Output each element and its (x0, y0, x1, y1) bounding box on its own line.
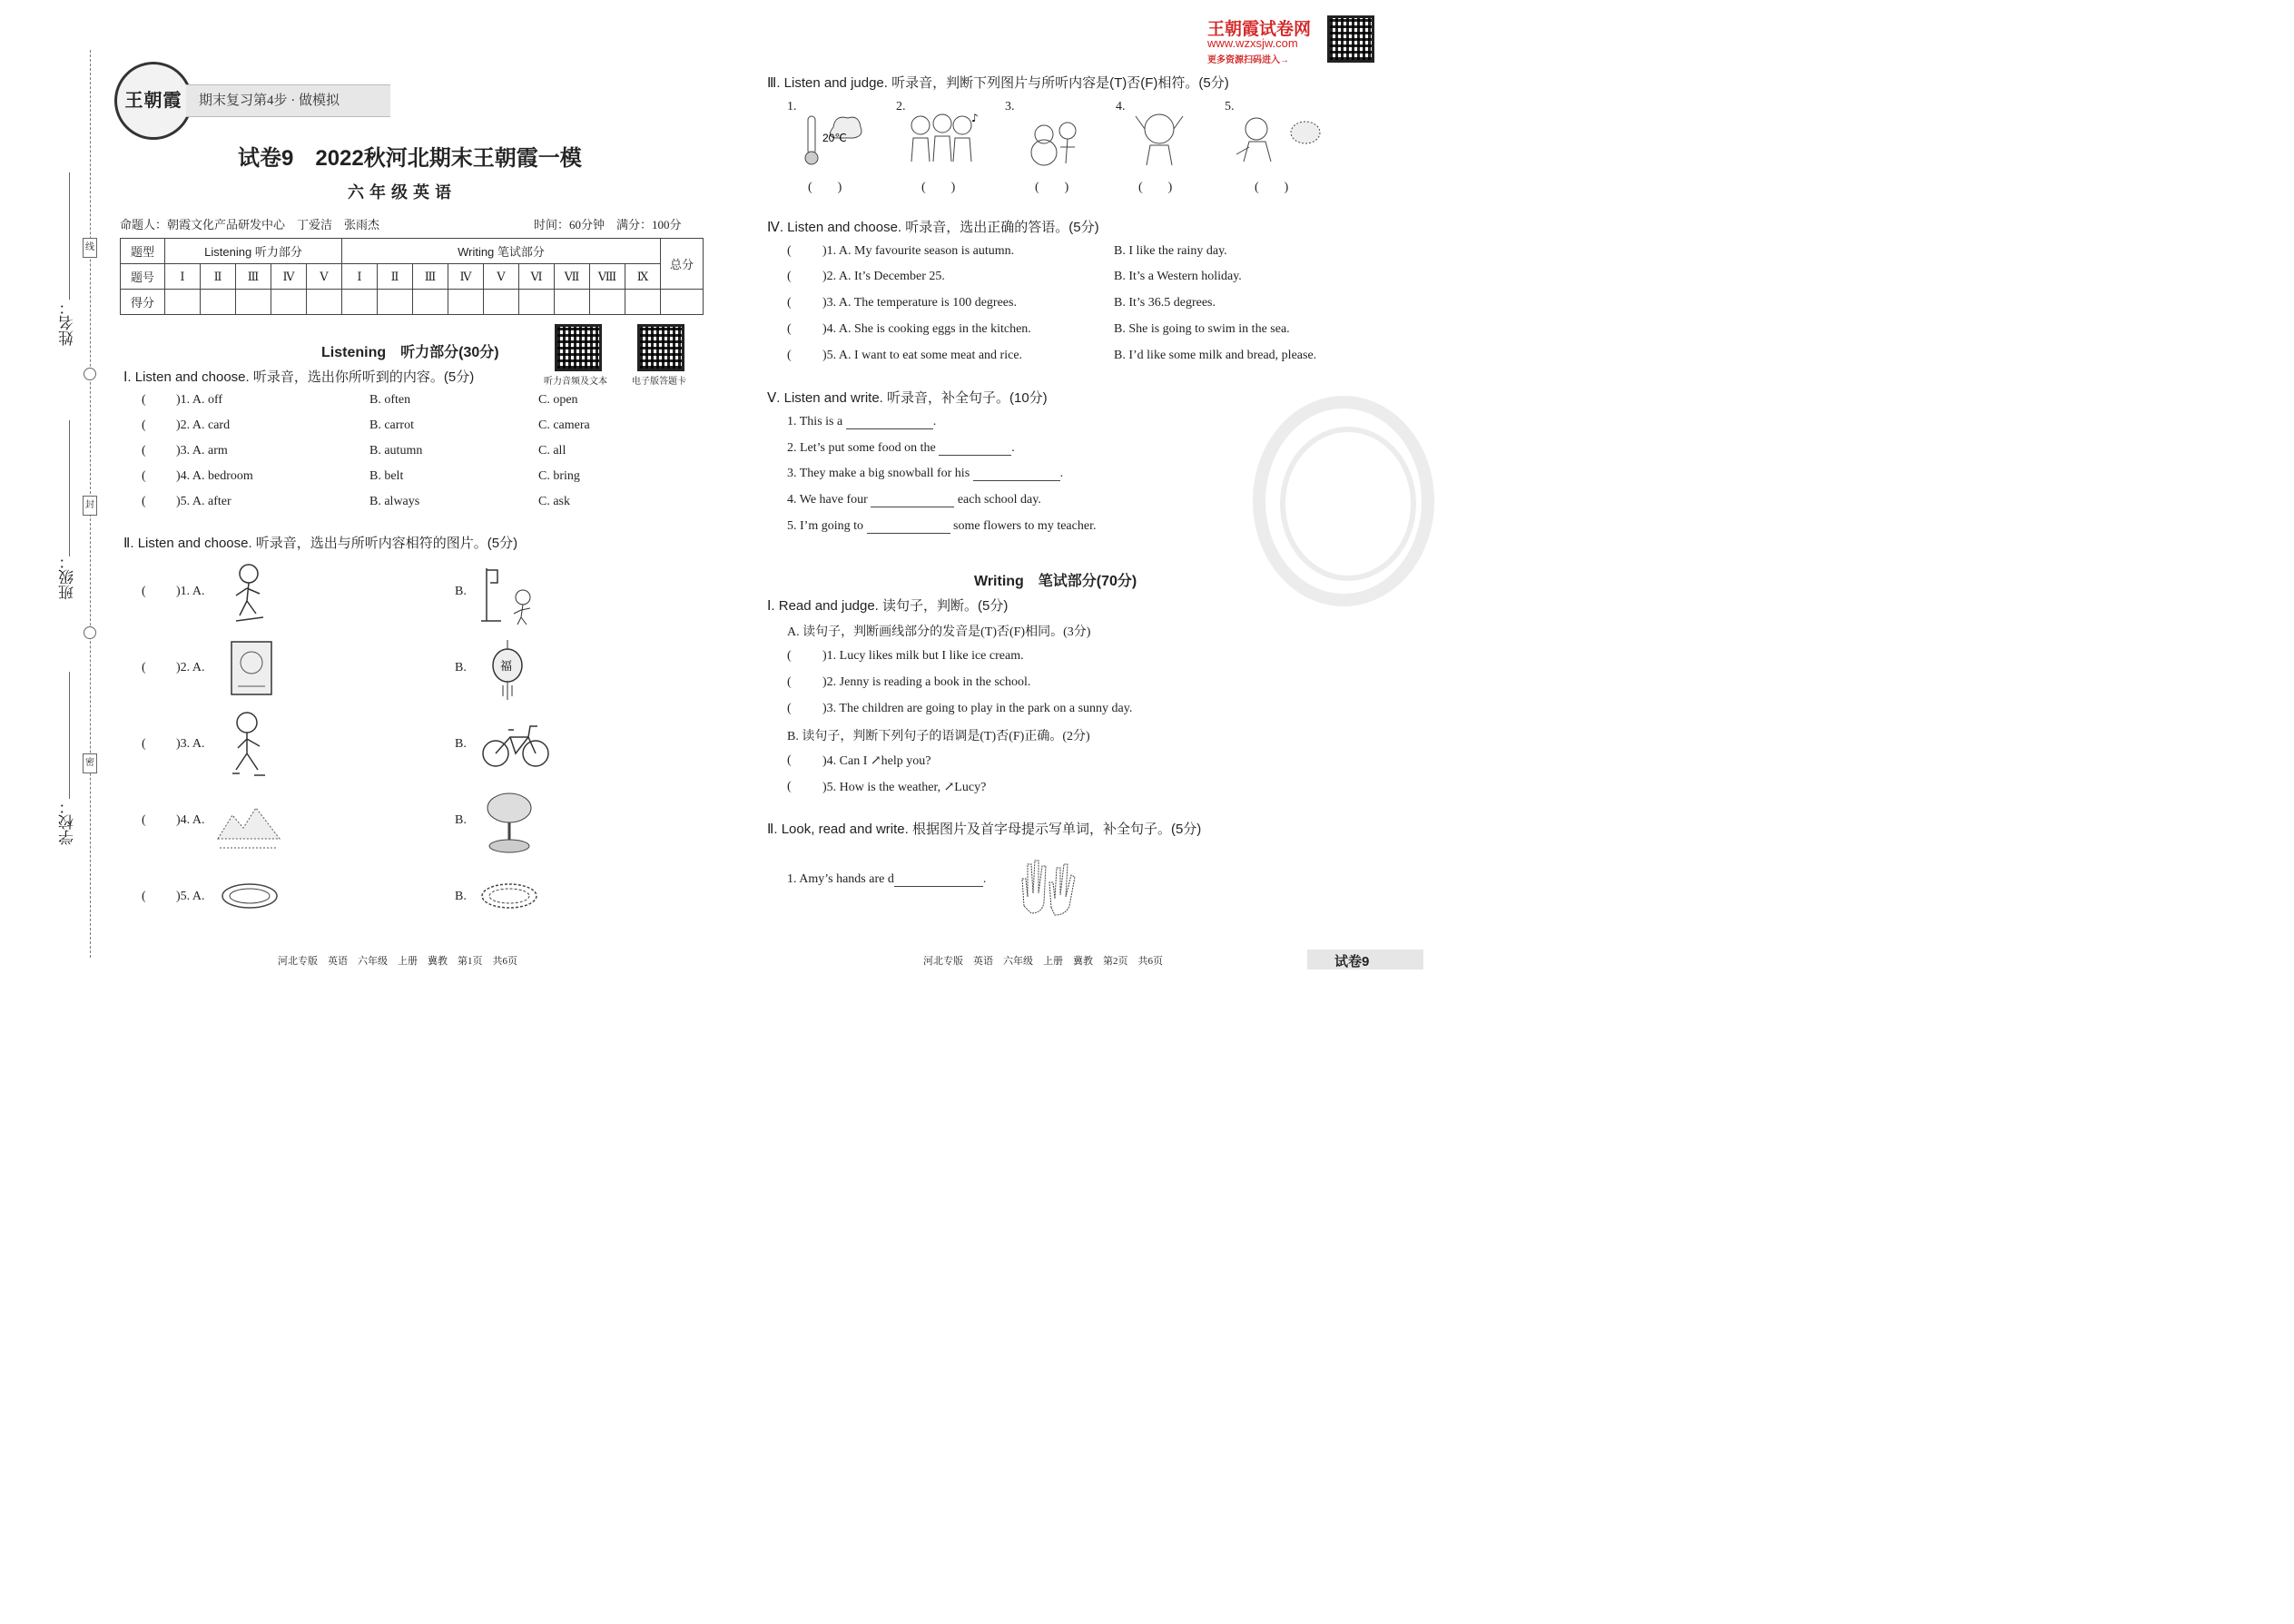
exam-subtitle: 六年级英语 (348, 183, 457, 202)
sick-child-image (1130, 103, 1188, 169)
option-a: )3. A. (176, 737, 205, 751)
score-table: 题型 Listening 听力部分 Writing 笔试部分 总分 题号 Ⅰ Ⅱ Ⅲ Ⅳ Ⅴ Ⅰ Ⅱ Ⅲ Ⅳ Ⅴ Ⅵ Ⅶ Ⅷ Ⅸ 得分 (120, 238, 704, 315)
option-a: )1. A. (176, 585, 205, 598)
option-a: )5. A. after (176, 495, 231, 508)
seal-mark-secret: 密 (83, 753, 97, 773)
answer-paren[interactable]: ( ) (1138, 181, 1173, 194)
option-a: )5. A. (176, 890, 205, 903)
brand-more: 更多资源扫码进入→ (1207, 55, 1289, 65)
picture-number: 3. (1005, 100, 1015, 113)
option-b: B. (455, 890, 467, 903)
w1-sub-a: A. 读句子，判断画线部分的发音是(T)否(F)相同。(3分) (787, 625, 1091, 639)
exam-title: 试卷9 2022秋河北期末王朝霞一模 (238, 146, 582, 171)
fill-sentence: 5. I’m going to some flowers to my teacher. (787, 519, 1097, 533)
lantern-image (488, 640, 527, 702)
plate-image (479, 881, 539, 911)
svg-text:20℃: 20℃ (822, 132, 847, 144)
answer-blank[interactable] (871, 494, 954, 507)
logo: 王朝霞 (114, 62, 192, 140)
answer-blank[interactable] (894, 873, 983, 887)
option-a: )1. A. off (176, 393, 223, 407)
cold-person-image (1227, 109, 1324, 165)
seal-mark-line: 线 (83, 238, 97, 258)
christmas-card-image (229, 639, 274, 697)
option-b: B. I’d like some milk and bread, please. (1114, 349, 1317, 362)
plate-image (220, 881, 280, 911)
option-c: C. open (538, 393, 578, 407)
option-b: B. often (369, 393, 411, 407)
part2-heading: Ⅱ. Listen and choose. 听录音，选出与所听内容相符的图片。(5分) (123, 536, 518, 551)
answer-paren[interactable]: ( ) (808, 181, 842, 194)
school-label: 学校： (59, 799, 76, 845)
option-c: C. bring (538, 469, 580, 483)
girl-running-image (227, 561, 277, 626)
option-a: )3. A. The temperature is 100 degrees. (822, 296, 1017, 310)
option-a: )2. A. card (176, 418, 231, 432)
time-score: 时间：60分钟 满分：100分 (534, 218, 682, 231)
snowman-kids-image (1024, 107, 1084, 167)
binding-hole-icon (84, 368, 96, 380)
list-item: ( (142, 495, 146, 508)
watermark-seal (1280, 427, 1416, 581)
option-a: )4. A. (176, 813, 205, 827)
qr-code-icon[interactable] (637, 324, 684, 371)
option-a: )2. A. (176, 661, 205, 674)
answer-blank[interactable] (939, 442, 1011, 456)
school-line (69, 672, 70, 799)
svg-text:♪: ♪ (971, 112, 979, 124)
authors: 命题人：朝霞文化产品研发中心 丁爱洁 张雨杰 (120, 218, 380, 231)
answer-blank[interactable] (867, 520, 950, 534)
answer-blank[interactable] (846, 416, 933, 429)
basketball-hoop-image (478, 565, 546, 626)
picture-number: 4. (1116, 100, 1126, 113)
name-line (69, 172, 70, 300)
option-b: B. It’s 36.5 degrees. (1114, 296, 1216, 310)
option-c: C. ask (538, 495, 570, 508)
listening-heading: Listening 听力部分(30分) (321, 345, 499, 360)
picture-number: 1. (787, 100, 797, 113)
part3-heading: Ⅲ. Listen and judge. 听录音，判断下列图片与所听内容是(T)否(F)相符。(5分) (767, 75, 1229, 91)
writing-heading: Writing 笔试部分(70分) (974, 574, 1137, 589)
fill-sentence: 3. They make a big snowball for his . (787, 467, 1064, 480)
boy-walking-image (225, 710, 275, 782)
option-b: B. autumn (369, 444, 423, 458)
list-item: ( (142, 444, 146, 458)
option-a: )4. A. bedroom (176, 469, 253, 483)
option-b: B. (455, 661, 467, 674)
option-a: )1. A. My favourite season is autumn. (822, 244, 1015, 258)
option-b: B. (455, 585, 467, 598)
footer-left: 河北专版 英语 六年级 上册 冀教 第1页 共6页 (278, 956, 517, 967)
option-b: B. (455, 737, 467, 751)
children-singing-image (906, 109, 982, 163)
judge-item: )3. The children are going to play in the park on a sunny day. (822, 702, 1133, 715)
option-b: B. carrot (369, 418, 414, 432)
landscape-image (216, 799, 281, 853)
thermometer-cloud-image (797, 107, 864, 167)
option-a: )4. A. She is cooking eggs in the kitchen. (822, 322, 1031, 336)
option-b: B. I like the rainy day. (1114, 244, 1227, 258)
answer-paren[interactable]: ( ) (1255, 181, 1289, 194)
option-b: B. always (369, 495, 420, 508)
class-label: 班级： (59, 554, 76, 600)
name-label: 姓名： (59, 300, 76, 346)
option-b: B. She is going to swim in the sea. (1114, 322, 1290, 336)
qr-code-icon[interactable] (1327, 15, 1374, 63)
list-item: ( (142, 393, 146, 407)
fill-sentence: 2. Let’s put some food on the . (787, 441, 1015, 455)
fill-sentence: 1. Amy’s hands are d . (787, 872, 987, 886)
seal-mark-seal: 封 (83, 496, 97, 516)
dirty-hands-image (1015, 851, 1078, 917)
option-a: )5. A. I want to eat some meat and rice. (822, 349, 1023, 362)
option-a: )3. A. arm (176, 444, 228, 458)
svg-text:福: 福 (500, 660, 513, 674)
qr-caption: 听力音频及文本 (544, 377, 607, 387)
part4-heading: Ⅳ. Listen and choose. 听录音，选出正确的答语。(5分) (767, 220, 1099, 235)
judge-item: )5. How is the weather, ↗Lucy? (822, 781, 987, 794)
w2-heading: Ⅱ. Look, read and write. 根据图片及首字母提示写单词，补全句子。(5分) (767, 822, 1202, 837)
judge-item: )4. Can I ↗help you? (822, 754, 931, 768)
option-c: C. all (538, 444, 566, 458)
w1-heading: Ⅰ. Read and judge. 读句子，判断。(5分) (767, 598, 1009, 614)
tree-image (481, 790, 537, 855)
part5-heading: Ⅴ. Listen and write. 听录音，补全句子。(10分) (767, 390, 1048, 406)
class-line (69, 420, 70, 556)
list-item: ( (142, 418, 146, 432)
qr-code-icon[interactable] (555, 324, 602, 371)
binding-hole-icon (84, 626, 96, 639)
answer-paren[interactable]: ( ) (1035, 181, 1069, 194)
option-b: B. (455, 813, 467, 827)
page-tag: 试卷9 (1307, 950, 1423, 969)
fill-sentence: 1. This is a . (787, 415, 937, 428)
w1-sub-b: B. 读句子，判断下列句子的语调是(T)否(F)正确。(2分) (787, 730, 1090, 743)
answer-paren[interactable]: ( ) (921, 181, 956, 194)
qr-caption: 电子版答题卡 (632, 377, 686, 387)
brand-name: 王朝霞试卷网 (1207, 20, 1312, 39)
part1-heading: Ⅰ. Listen and choose. 听录音，选出你所听到的内容。(5分) (123, 369, 475, 385)
list-item: ( (142, 469, 146, 483)
judge-item: )2. Jenny is reading a book in the school. (822, 675, 1031, 689)
option-b: B. It’s a Western holiday. (1114, 270, 1242, 283)
brand-url[interactable]: www.wzxsjw.com (1207, 36, 1298, 50)
option-c: C. camera (538, 418, 590, 432)
picture-number: 5. (1225, 100, 1235, 113)
answer-blank[interactable] (973, 468, 1060, 481)
banner: 期末复习第4步 · 做模拟 (186, 84, 390, 117)
picture-number: 2. (896, 100, 906, 113)
judge-item: )1. Lucy likes milk but I like ice cream. (822, 649, 1024, 663)
fill-sentence: 4. We have four each school day. (787, 493, 1041, 507)
bicycle-image (481, 717, 550, 770)
option-b: B. belt (369, 469, 404, 483)
option-a: )2. A. It’s December 25. (822, 270, 945, 283)
footer-right: 河北专版 英语 六年级 上册 冀教 第2页 共6页 (923, 956, 1163, 967)
